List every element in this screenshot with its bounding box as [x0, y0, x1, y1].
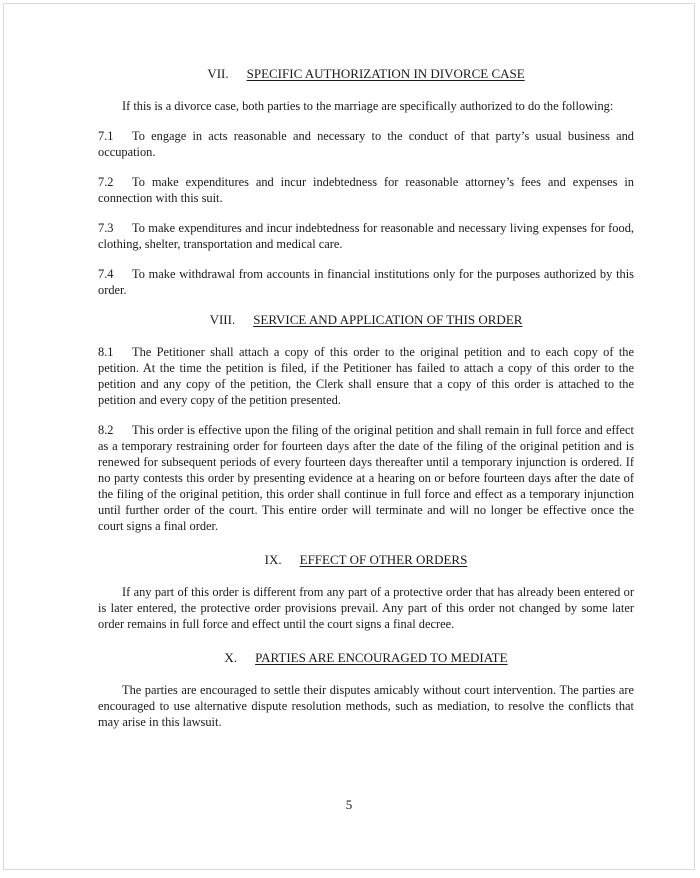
paragraph-text: To engage in acts reasonable and necessary to the conduct of that party’s usual business and occupation.	[98, 129, 634, 159]
paragraph-text: To make expenditures and incur indebtedness for reasonable attorney’s fees and expenses in connection with this suit.	[98, 175, 634, 205]
paragraph-number: 8.2	[98, 423, 114, 437]
paragraph-8-1	[98, 344, 634, 408]
section-number: VIII.	[209, 312, 236, 327]
section-heading-viii	[98, 312, 634, 328]
paragraph-text: This order is effective upon the filing of the original petition and shall remain in full force and effect as a temporary restraining order for fourteen days after the date of the filing of the original petition and is renewed for subsequent periods of every fourteen days thereafter until a temporary injunction is ordered. If no party contests this order by presenting evidence at a hearing on or before fourteen days after the date of the filing of the original petition, this order shall continue in full force and effect as a temporary injunction until further order of the court. This entire order will terminate and will no longer be effective once the court signs a final order.	[98, 423, 634, 533]
section-heading-vii	[98, 66, 634, 82]
section-title: PARTIES ARE ENCOURAGED TO MEDIATE	[255, 650, 508, 665]
paragraph-7-3	[98, 220, 634, 252]
document-body	[98, 66, 634, 744]
paragraph-number: 7.4	[98, 267, 114, 281]
paragraph-number: 8.1	[98, 345, 114, 359]
section-title: EFFECT OF OTHER ORDERS	[299, 552, 468, 567]
section-heading-x	[98, 650, 634, 666]
paragraph-7-1	[98, 128, 634, 160]
paragraph-8-2	[98, 422, 634, 534]
paragraph-text: To make expenditures and incur indebtedness for reasonable and necessary living expenses for food, clothing, shelter, transportation and medical care.	[98, 221, 634, 251]
section-intro: If this is a divorce case, both parties to the marriage are specifically authorized to do the following:	[122, 99, 614, 113]
section-number: VII.	[207, 66, 229, 81]
paragraph-number: 7.1	[98, 129, 114, 143]
section-title: SERVICE AND APPLICATION OF THIS ORDER	[253, 312, 523, 327]
section-number: X.	[224, 650, 238, 665]
paragraph-number: 7.3	[98, 221, 114, 235]
document-page	[3, 3, 695, 870]
section-number: IX.	[264, 552, 282, 567]
page-number: 5	[345, 797, 353, 812]
section-text: The parties are encouraged to settle their disputes amicably without court intervention. The parties are encouraged to use alternative dispute resolution methods, such as mediation, to resolve the conflicts that may arise in this lawsuit.	[98, 683, 634, 729]
paragraph-number: 7.2	[98, 175, 114, 189]
paragraph-text: The Petitioner shall attach a copy of this order to the original petition and to each copy of the petition. At the time the petition is filed, if the Petitioner has failed to attach a copy of this order to the petition and any copy of the petition, the Clerk shall ensure that a copy of this order is attached to the petition and every copy of the petition presented.	[98, 345, 634, 407]
paragraph-text: To make withdrawal from accounts in financial institutions only for the purposes authorized by this order.	[98, 267, 634, 297]
section-text: If any part of this order is different from any part of a protective order that has already been entered or is later entered, the protective order provisions prevail. Any part of this order not changed by some later order remains in full force and effect until the court signs a final decree.	[98, 585, 634, 631]
section-heading-ix	[98, 552, 634, 568]
paragraph-7-2	[98, 174, 634, 206]
section-title: SPECIFIC AUTHORIZATION IN DIVORCE CASE	[246, 66, 525, 81]
paragraph-7-4	[98, 266, 634, 298]
